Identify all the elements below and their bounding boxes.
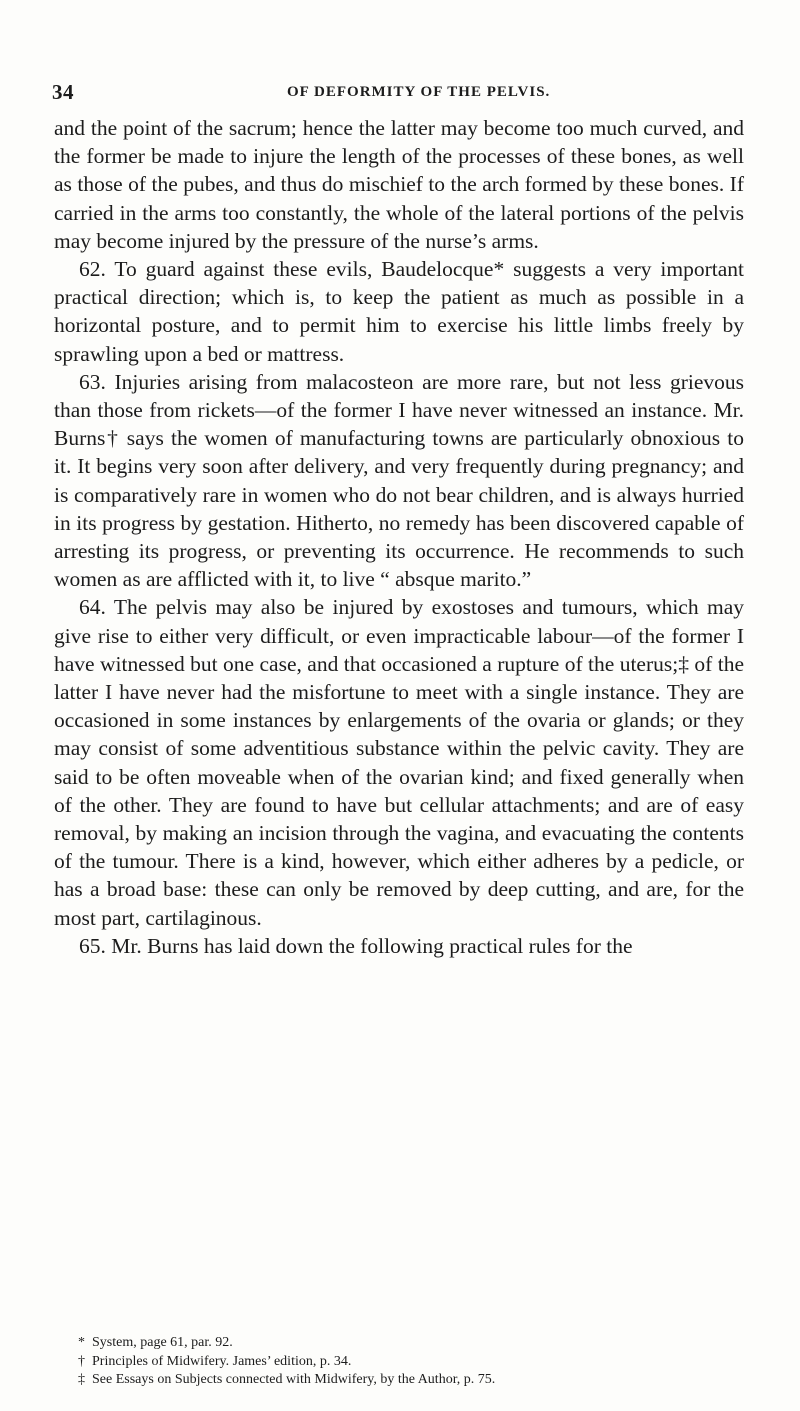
footnote-mark: ‡ — [78, 1372, 85, 1387]
footnotes — [78, 1334, 748, 1390]
footnote-mark: * — [78, 1335, 85, 1350]
footnote-text: See Essays on Subjects connected with Midwifery, by the Author, p. 75. — [92, 1372, 496, 1387]
footnote-text: System, page 61, par. 92. — [92, 1335, 233, 1350]
footnote-mark: † — [78, 1353, 85, 1369]
footnote-text: Principles of Midwifery. James’ edition, p. 34. — [92, 1353, 352, 1369]
paragraph-continuation: and the point of the sacrum; hence the latter may become too much curved, and the former be made to injure the length of the processes of these bones, as well as those of the pubes, and thus do mischief to the arch formed by these bones. If carried in the arms too constantly, the whole of the lateral portions of the pelvis may become injured by the pressure of the nurse’s arms. — [54, 116, 744, 253]
footnote — [78, 1371, 748, 1390]
running-head: OF DEFORMITY OF THE PELVIS. — [287, 84, 551, 100]
body-text — [54, 114, 744, 960]
paragraph-65: 65. Mr. Burns has laid down the following practical rules for the — [79, 933, 633, 958]
footnote — [78, 1334, 748, 1353]
page-header — [52, 80, 752, 106]
page-number: 34 — [52, 80, 74, 104]
paragraph-64: 64. The pelvis may also be injured by exostoses and tumours, which may give rise to either very difficult, or even impracticable labour—of the former I have witnessed but one case, and that occasioned a rupture of the uterus;‡ of the latter I have never had the misfortune to meet with a single instance. They are occasioned in some instances by enlargements of the ovaria or glands; or they may consist of some adventitious substance within the pelvic cavity. They are said to be often moveable when of the ovarian kind; and fixed generally when of the other. They are found to have but cellular attachments; and are of easy removal, by making an incision through the vagina, and evacuating the contents of the tumour. There is a kind, however, which either adheres by a pedicle, or has a broad base: these can only be removed by deep cutting, and are, for the most part, cartilaginous. — [54, 595, 744, 930]
paragraph-62: 62. To guard against these evils, Baudelocque* suggests a very important practical direction; which is, to keep the patient as much as possible in a horizontal posture, and to permit him to exercise his little limbs freely by sprawling upon a bed or mattress. — [54, 257, 744, 366]
paragraph-63: 63. Injuries arising from malacosteon are more rare, but not less grievous than those from rickets—of the former I have never witnessed an instance. Mr. Burns† says the women of manufacturing towns are particularly obnoxious to it. It begins very soon after delivery, and very frequently during pregnancy; and is comparatively rare in women who do not bear children, and is always hurried in its progress by gestation. Hitherto, no remedy has been discovered capable of arresting its progress, or preventing its occurrence. He recommends to such women as are afflicted with it, to live “ absque marito.” — [54, 369, 744, 592]
footnote — [78, 1353, 748, 1372]
